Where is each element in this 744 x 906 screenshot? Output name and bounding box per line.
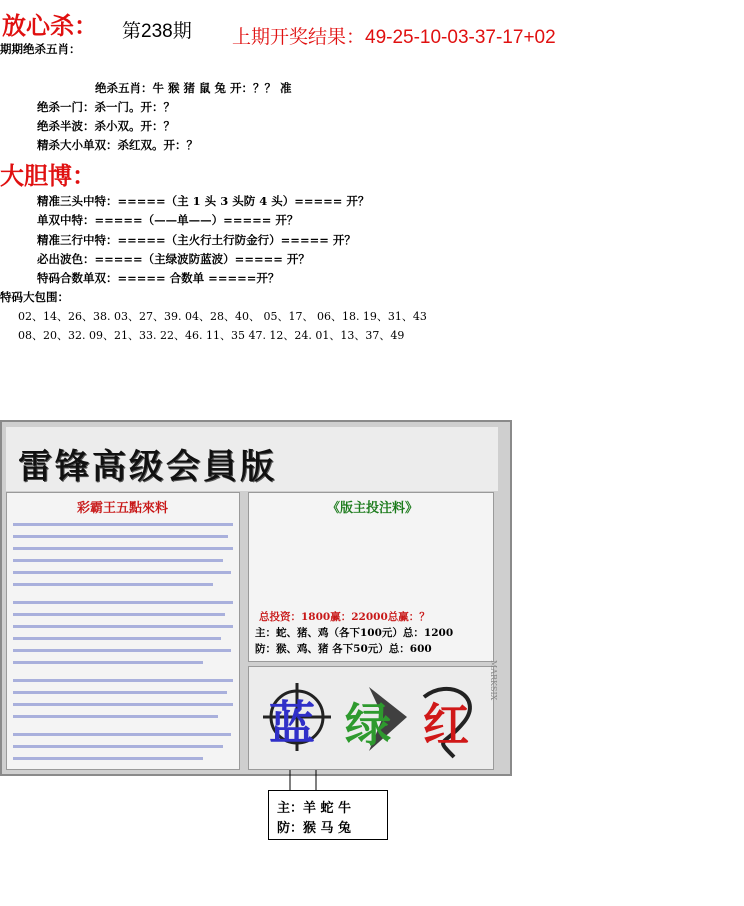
- package-title: 特码大包围：: [0, 290, 69, 304]
- right-panel: [248, 492, 494, 662]
- subtitle: 期期绝杀五肖：: [0, 42, 81, 56]
- poster-image: [0, 420, 512, 776]
- offer-main: 主：蛇、猪、鸡（各下100元）总：1200: [255, 627, 454, 639]
- bold-line: 单双中特：=====（——单——）===== 开？: [37, 213, 299, 227]
- bold-line: 特码合数单双：===== 合数单 =====开？: [37, 271, 280, 285]
- issue-number: 第238期: [122, 21, 192, 42]
- kill-one-door: 绝杀一门：杀一门。开：？: [37, 100, 175, 114]
- bold-line: 精准三头中特：=====（主 1 头 3 头防 4 头）===== 开？: [37, 194, 370, 208]
- color-panel: [248, 666, 494, 770]
- page-title: 放心杀：: [2, 11, 98, 40]
- offer-total: 总投资：1800赢：22000总赢：？: [259, 611, 430, 623]
- bold-title: 大胆博：: [0, 161, 96, 190]
- green-char: 绿: [345, 698, 391, 752]
- left-panel: [6, 492, 240, 770]
- left-panel-title: 彩霸王五點來料: [77, 501, 169, 516]
- poster-header: [6, 427, 498, 491]
- last-result: 上期开奖结果：49-25-10-03-37-17+02: [232, 27, 556, 48]
- bold-line: 必出波色：=====（主绿波防蓝波）===== 开？: [37, 252, 310, 266]
- poster-title: 雷锋高级会員版: [18, 447, 277, 487]
- kill-size-parity: 精杀大小单双：杀红双。开：？: [37, 138, 198, 152]
- red-char: 红: [423, 698, 469, 752]
- kill-half-wave: 绝杀半波：杀小双。开：？: [37, 119, 175, 133]
- callout-box: [268, 790, 388, 840]
- side-watermark: MARKSIX: [489, 660, 498, 701]
- package-row-2: 08、20、32. 09、21、33. 22、46. 11、35 47. 12、24. 01、13、37、49: [18, 329, 405, 342]
- kill-five-zodiac: 绝杀五肖：牛 猴 猪 鼠 兔 开：？？ 准: [95, 81, 292, 95]
- package-row-1: 02、14、26、38. 03、27、39. 04、28、40、 05、17、 06、18. 19、31、43: [18, 310, 427, 323]
- bold-line: 精准三行中特：=====（主火行土行防金行）===== 开？: [37, 233, 356, 247]
- callout-guard: 防：猴 马 兔: [277, 821, 352, 836]
- right-panel-title: 《版主投注料》: [327, 501, 419, 516]
- callout-main: 主：羊 蛇 牛: [277, 801, 352, 816]
- blue-char: 蓝: [269, 696, 315, 750]
- offer-guard: 防：猴、鸡、猪 各下50元）总：600: [255, 643, 432, 655]
